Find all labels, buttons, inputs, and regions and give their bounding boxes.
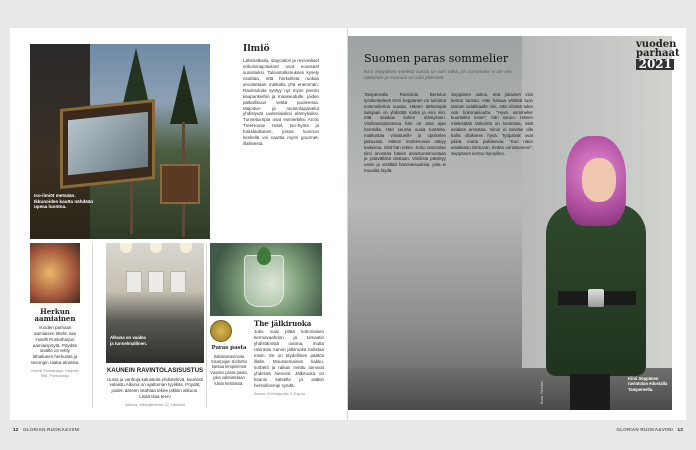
column-divider xyxy=(206,243,207,408)
herkut-title: Herkun aamiainen xyxy=(34,307,76,324)
herkut-credit: Hotelli Punkaharju, Harjutie 596, Punkaharju xyxy=(31,368,79,379)
tree-shape xyxy=(170,64,198,124)
ilmio-title: Ilmiö xyxy=(243,44,270,54)
window-shape xyxy=(170,271,186,293)
herkut-article xyxy=(30,308,80,378)
kaunein-credit: Alkuna, Mekrijärventie 22, Helsinki xyxy=(125,402,185,408)
dessert-photo xyxy=(210,243,322,316)
kaunein-article xyxy=(106,368,204,407)
kaunein-photo-caption: Alkuna on vaalea ja tunnelmallinen. xyxy=(110,335,148,346)
best-of-badge xyxy=(636,39,680,71)
ceiling-lamp xyxy=(150,243,162,253)
article-lead: Kirsi Seppänen mielesti vuosia on vain vähä, jos sommelier ei ole sen näköinen ja nuoruus on vain jäämistä. xyxy=(364,70,512,82)
article-column-2: Seppänen uskoo, että jokainen viini kertoo tarinan. Hän haluaa välittää tuon tarinan asiakkaalle niin, että viinistä tulee osa kokonaisuutta. "Hyvä sommelier kuuntelee ensin", hän sanoo. Hänen mielestään tärkeintä on tunnistaa, mitä asiakas arvostaa. Viinin ei tarvitse olla kallis ollakseen hyvä. Työpäivät ovat pitkiä, mutta palkitsevia. "Kun näen asiakkaan ilahtuvan, tiedän onnistuneeni", Seppänen kertoo hymyillen. xyxy=(451,92,533,156)
belt-buckle xyxy=(588,289,604,307)
ceiling-lamp xyxy=(120,243,132,253)
footer-left xyxy=(10,427,80,432)
photo-credit: Kuva: Toimitus xyxy=(540,381,544,404)
hero-caption: Iso-ilmiöt metsään. Ikkunoiden kautta nähdään upeaa luontoa. xyxy=(34,193,94,210)
window-shape xyxy=(148,271,164,293)
paras-text: Italialaisravintola Sisarpojan Sorbetto kantaa lempinimeä Vuoden paras pasta, joka valmistetaan käsin keittiössä. xyxy=(210,353,248,386)
article-title: Suomen paras sommelier xyxy=(364,52,509,65)
kaunein-title: KAUNEIN RAVINTOLASISUSTUS xyxy=(106,367,204,374)
herkut-text: Vuoden parhaan aamiaisen tittelin saa Hotelli Punkaharjun aamiaispöytä. Pöydän sisältö on tehty lähialueen herkuista ja sesongin raaka-aineista. xyxy=(30,324,80,366)
left-page xyxy=(10,28,348,420)
kaunein-text: Uusia ja vanhoja kalusteita yhdistelevä, kauniisti valaistu Alkuna on ajattoman tyylikäs. Pöydät, joiden ääreen istahtaa tekee pikkiin alikuun. Lisää tilaa teen! xyxy=(106,376,204,400)
ilmio-text: Lähimatkailu, staycation ja reviviviliset erikoismajoitukset ovat nousseet suosituiksi. Taloustutkimuksen kysely osoittaa, että herkullista ruokaa arvostetaan matkalla yhä enemmän. Ravintoloita syntyy nyt myös pieniin kaupunkeihin ja maaseudulle, joiden paikallisuus vetää puoleensa. Majoitus- ja ravintolapalvelut yhdistyvät uudenlaisiksi elämyksiksi. Tunnetuimpia ovat esimerkiksi Arctic TreeHouse Hotel, Iso-Syöte ja Kakslauttanen, joissa luonnon keskellä voi nauttia myös gourmet-illallisesta. xyxy=(243,58,319,147)
page-number-right: 13 xyxy=(677,427,683,432)
mint-leaf xyxy=(257,247,271,265)
footer-right xyxy=(616,427,686,432)
magazine-spread xyxy=(10,28,686,420)
window-shape xyxy=(126,271,142,293)
footer-right-text: GLORIAN RUOKA&VIINI xyxy=(616,427,673,432)
badge-line-1: vuoden xyxy=(636,39,677,50)
legs-shape xyxy=(570,374,610,410)
footer-left-text: GLORIAN RUOKA&VIINI xyxy=(23,427,80,432)
right-page xyxy=(348,28,686,420)
badge-line-2: parhaat xyxy=(636,48,680,59)
jalki-credit: Aanon, Kiviharjuntie 2, Espoo xyxy=(254,390,306,396)
jalki-text: Joku voisi pitää kokonaisen kermavaahdon ja tomaatin yhdistämistä outona, mutta ravintola Aanon jälkiruoka todistaa toisin. Se on täydellinen päätös illalle. Moussemainen kakku, sorbetti ja raikas minttu toimivat yhdessä hienosti. Jälkiruoka on kaunis katsella ja sitäkin herkullisempi syödä. xyxy=(254,329,324,388)
breakfast-photo xyxy=(30,243,80,303)
badge-year: 2021 xyxy=(636,59,674,70)
pasta-badge-photo xyxy=(210,320,232,342)
paras-title: Paras pasta xyxy=(211,345,247,351)
page-number-left: 12 xyxy=(13,427,19,432)
ceiling-lamp xyxy=(180,243,192,253)
ilmio-article xyxy=(243,44,319,147)
paras-article xyxy=(210,346,248,386)
cabin-window xyxy=(68,112,148,175)
treehouse-cabin-small xyxy=(160,164,200,204)
sommelier-caption: Kirsi Seppänen ravintolan edustalla Tampereella. xyxy=(628,376,668,392)
column-divider xyxy=(92,243,93,408)
face-shape xyxy=(582,158,616,202)
article-column-1: Tamperealla Ravintola Bertolus työskentelevä Kirsi Seppänen on toiminut sommelierina vuosia. Hänen tärkeimpiä taitojaan on yhdistää ruoka ja viini niin, että asiakas kokee elämyksen. Viinikasvatuksessa hän on aina ajan hermolla. Hän seuraa uusia tuotteita, matkustaa viinialueille ja opiskelee jatkuvasti. Hänen intohimonsa näkyy kaikessa, mitä hän tekee. Koko ravintolan tiimi arvostaa hänen asiantuntemustaan ja ystävällistä otettaan. Viinilista päivittyy usein ja sisältää harvinaisuuksia, joita ei muualta löydä. xyxy=(364,92,446,174)
jalki-title: The jälkiruoka xyxy=(254,319,312,328)
jalki-article xyxy=(254,320,324,396)
sommelier-photo xyxy=(348,36,680,410)
